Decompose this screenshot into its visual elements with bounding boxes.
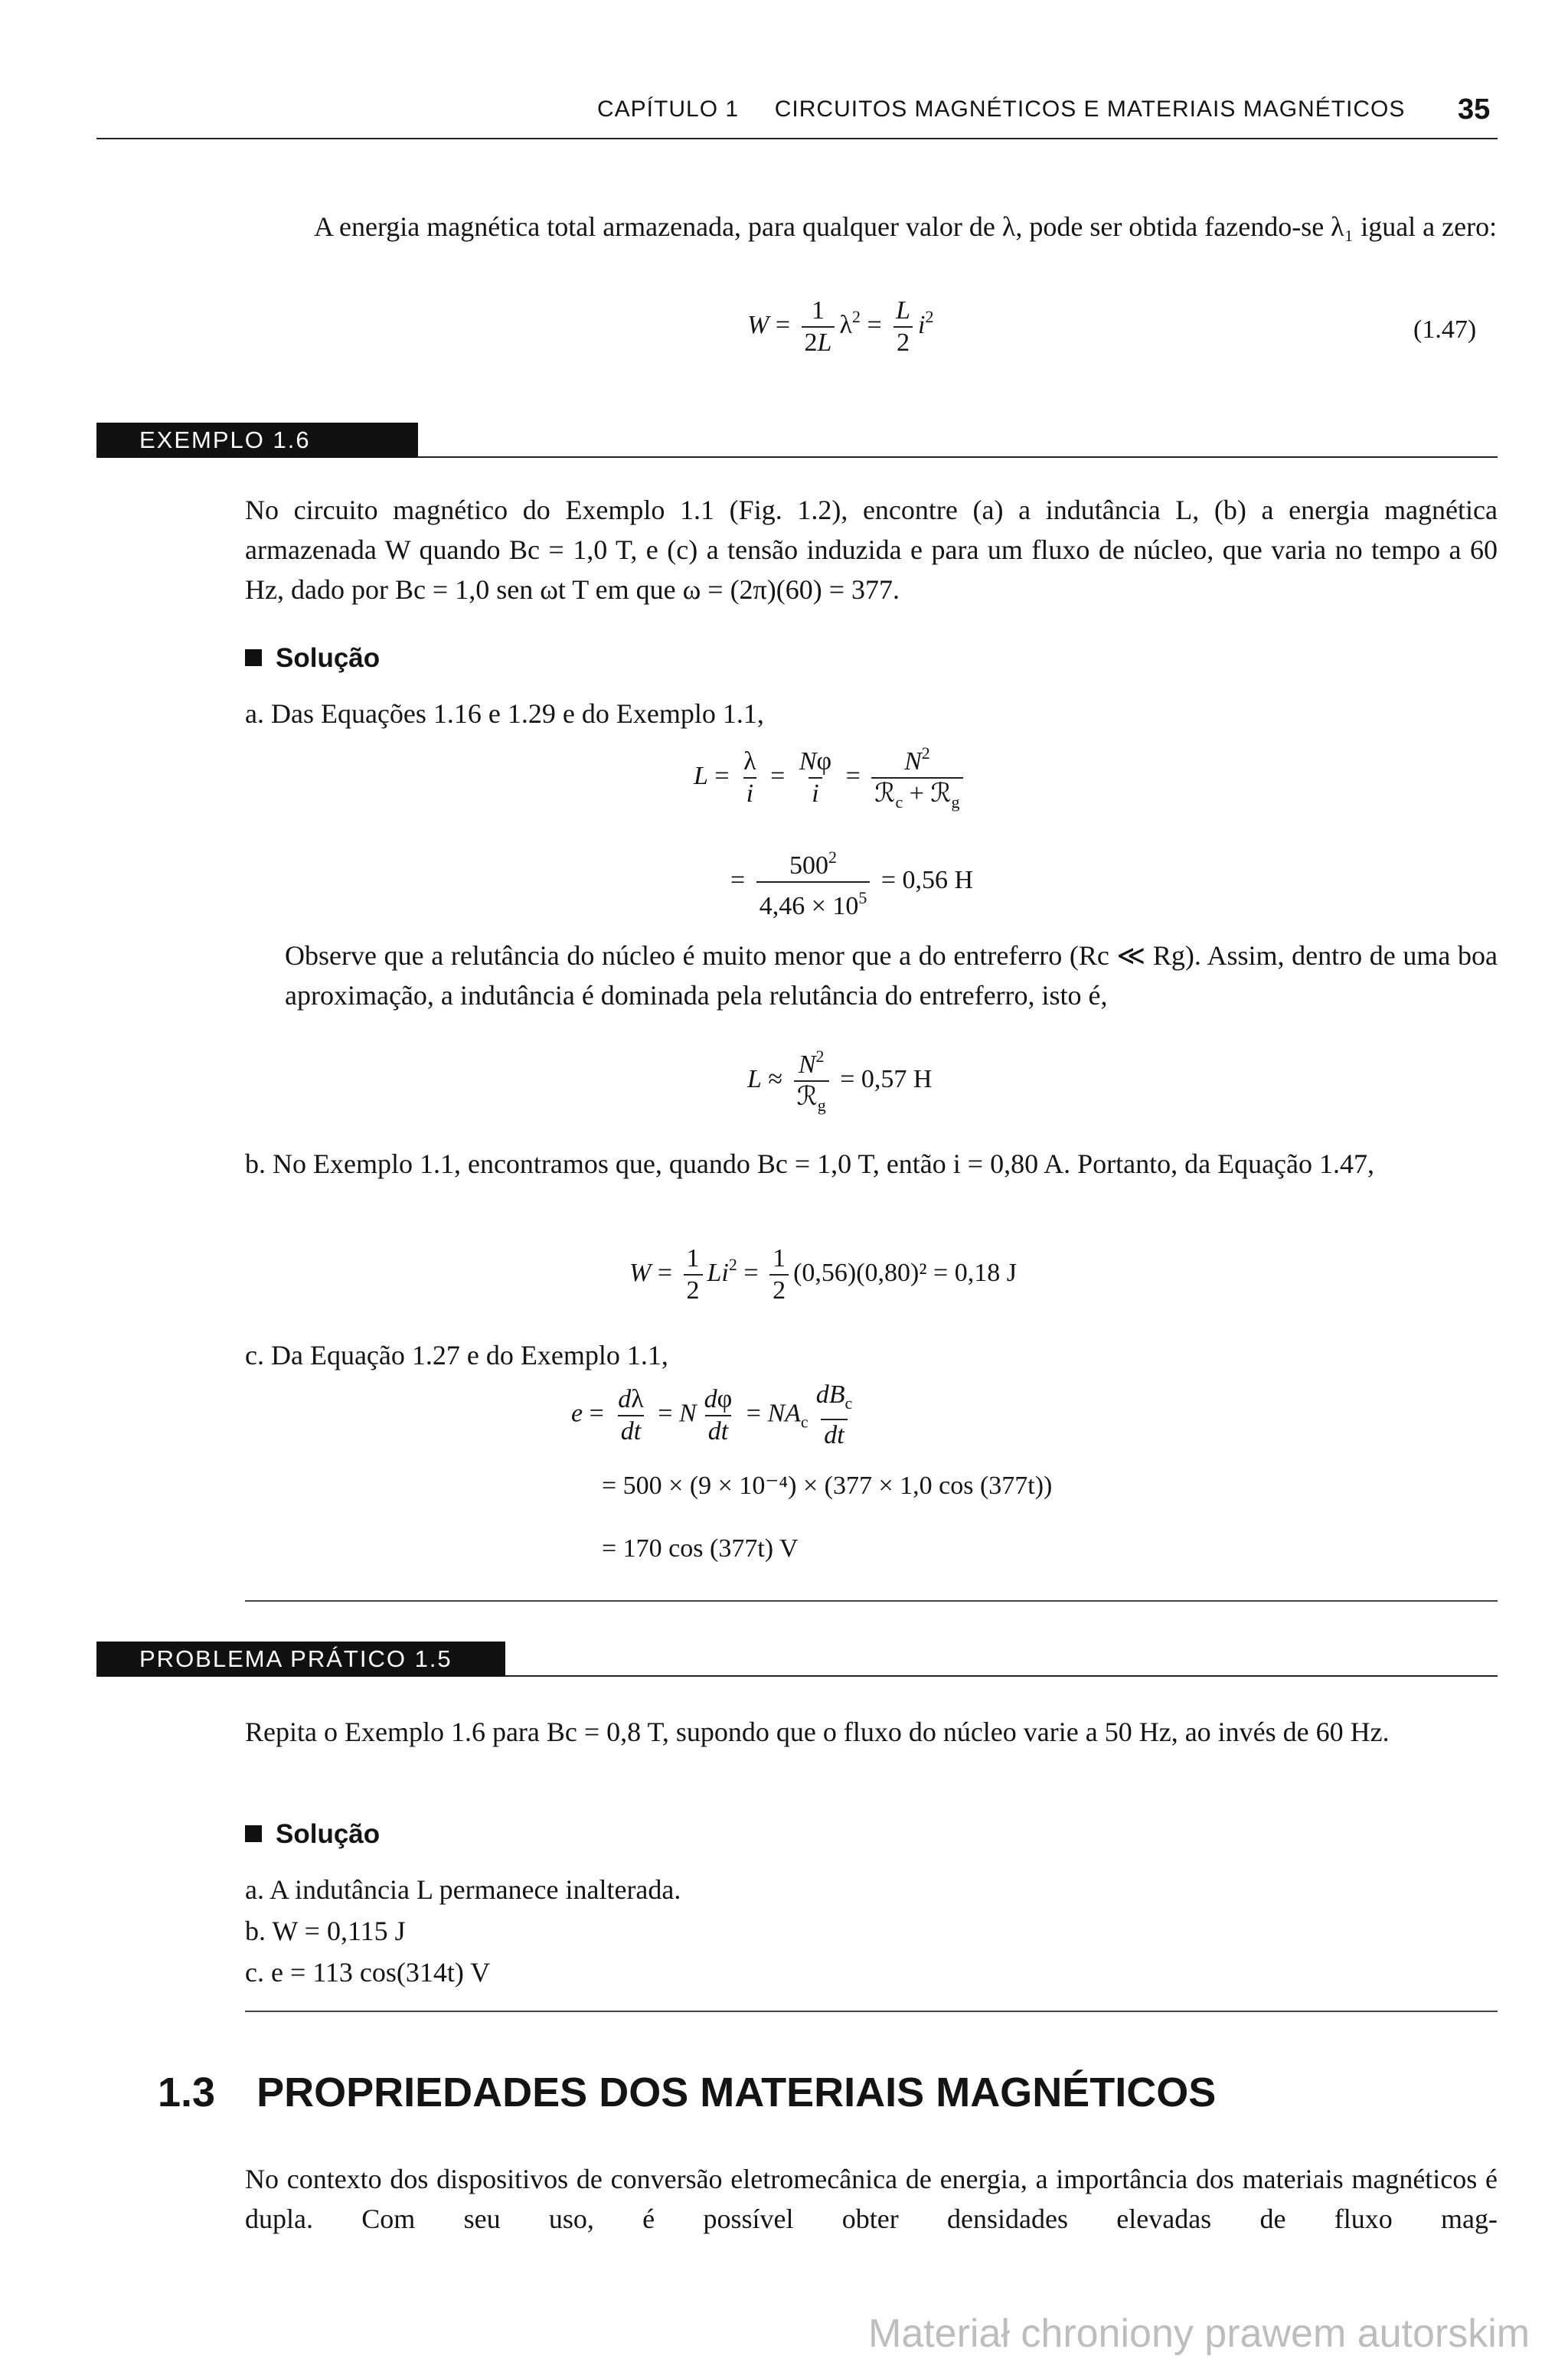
part-c-text: c. Da Equação 1.27 e do Exemplo 1.1, — [245, 1340, 668, 1370]
solution-heading — [245, 643, 380, 674]
page-number: 35 — [1458, 93, 1491, 126]
header-rule — [96, 138, 1498, 139]
intro-paragraph: A energia magnética total armazenada, para qualquer valor de λ, pode ser obtida fazendo-se λ₁ igual a zero: — [314, 211, 1498, 242]
equation-1-47: W = $\frac{1}{2L}$ $\lambda^2$ = $\frac{L}{2}$ $i^2$ — [747, 296, 934, 357]
equation-a3-result: = 0,57 H — [840, 1064, 933, 1093]
chapter-label: CAPÍTULO 1 — [597, 96, 740, 122]
example-end-rule — [245, 1600, 1498, 1602]
section-paragraph: No contexto dos dispositivos de conversão eletromecânica de energia, a importância dos materiais magnéticos é dupla. Com seu uso, é possível obter densidades elevadas de fluxo mag- — [245, 2164, 1498, 2234]
equation-c1: e = $\frac{d\lambda}{dt}$ = N $\frac{d\varphi}{dt}$ = $NA_c$ $\frac{dB_c}{dt}$ — [571, 1380, 853, 1449]
bullet-square — [245, 1825, 262, 1842]
section-title: PROPRIEDADES DOS MATERIAIS MAGNÉTICOS — [256, 2070, 1217, 2115]
practice-solution-heading — [245, 1819, 380, 1850]
equation-c2: = 500 × (9 × 10⁻⁴) × (377 × 1,0 cos (377t)) — [602, 1472, 1053, 1500]
bullet-square — [245, 649, 262, 666]
practice-end-rule — [245, 2011, 1498, 2012]
practice-label: PROBLEMA PRÁTICO 1.5 — [96, 1642, 505, 1677]
section-number: 1.3 — [158, 2070, 216, 2115]
example-statement: No circuito magnético do Exemplo 1.1 (Fig. 1.2), encontre (a) a indutância L, (b) a energia magnética armazenada W quando Bc = 1,0 T, e (c) a tensão induzida e para um fluxo de núcleo, que varia no tempo a 60 Hz, dado por Bc = 1,0 sen ωt T em que ω = (2π)(60) = 377. — [245, 495, 1498, 605]
practice-statement: Repita o Exemplo 1.6 para Bc = 0,8 T, supondo que o fluxo do núcleo varie a 50 Hz, ao invés de 60 Hz. — [245, 1717, 1390, 1747]
section-heading — [158, 2069, 1216, 2116]
practice-solution-heading-text: Solução — [276, 1819, 381, 1849]
equation-c3: = 170 cos (377t) V — [602, 1534, 799, 1563]
equation-b: W = $\frac{1}{2}$ $Li^2$ = $\frac{1}{2}$ (0,56)(0,80)² = 0,18 J — [629, 1244, 1017, 1305]
running-header — [597, 96, 1405, 123]
equation-number: (1.47) — [1413, 315, 1477, 344]
practice-answer-b: b. W = 0,115 J — [245, 1916, 406, 1946]
equation-a3: L ≈ $\frac{N^2}{ℛ_g}$ = 0,57 H — [747, 1043, 932, 1119]
equation-a2: = $\frac{500^2}{4,46 \times 10^5}$ = 0,56 H — [730, 848, 974, 920]
equation-b-result: (0,56)(0,80)² = 0,18 J — [793, 1258, 1017, 1287]
example-rule — [418, 456, 1498, 458]
equation-a1: L = $\frac{\lambda}{i}$ = $\frac{N\varphi}{i}$ = $\frac{N^2}{ℛ_c + ℛ_g}$ — [694, 740, 968, 816]
observe-paragraph: Observe que a relutância do núcleo é muito menor que a do entreferro (Rc ≪ Rg). Assim, dentro de uma boa aproximação, a indutância é dominada pela relutância do entreferro, isto é, — [285, 940, 1498, 1011]
equation-a2-result: = 0,56 H — [880, 865, 974, 894]
solution-heading-text: Solução — [276, 643, 381, 673]
practice-rule — [505, 1675, 1498, 1677]
practice-answer-c: c. e = 113 cos(314t) V — [245, 1957, 491, 1988]
chapter-title: CIRCUITOS MAGNÉTICOS E MATERIAIS MAGNÉTICOS — [774, 96, 1406, 122]
part-b-text: b. No Exemplo 1.1, encontramos que, quando Bc = 1,0 T, então i = 0,80 A. Portanto, da Equação 1.47, — [245, 1148, 1374, 1179]
practice-answer-a: a. A indutância L permanece inalterada. — [245, 1874, 681, 1905]
copyright-watermark: Materiał chroniony prawem autorskim — [868, 2311, 1530, 2356]
part-a-text: a. Das Equações 1.16 e 1.29 e do Exemplo 1.1, — [245, 698, 764, 729]
example-label: EXEMPLO 1.6 — [96, 423, 418, 458]
